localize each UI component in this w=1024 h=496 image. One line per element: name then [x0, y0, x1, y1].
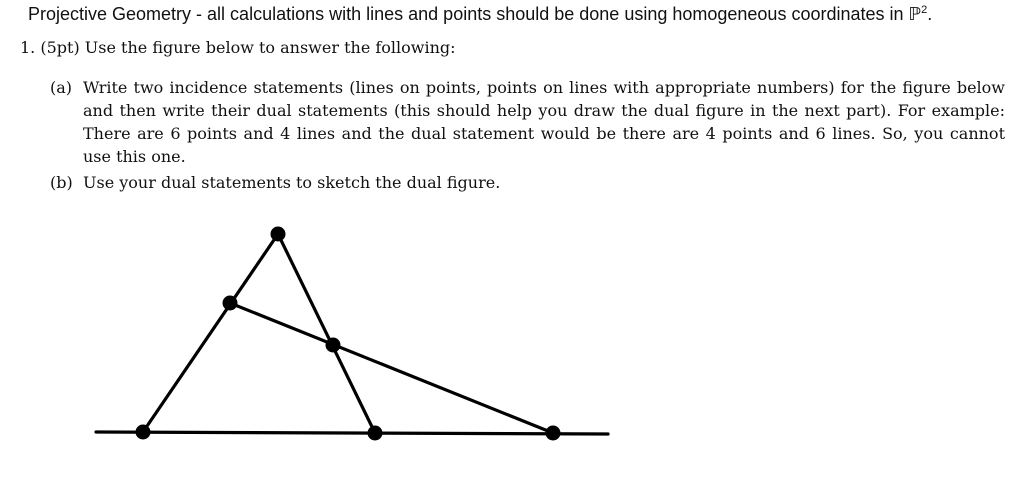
- transversal-line: [230, 303, 553, 433]
- part-a-text: Write two incidence statements (lines on points, points on lines with appropriate numbers) for the figure below and then write their dual statements (this should help you draw the dual figure in the next part). For example: There are 6 points and 4 lines and the dual statement would be there are 4 points and 6 lines. So, you cannot use this one.: [83, 78, 1005, 166]
- point-base-right: [546, 426, 561, 441]
- point-apex: [271, 227, 286, 242]
- title-period: .: [927, 4, 933, 24]
- right-side-line: [278, 234, 375, 433]
- question-heading: 1. (5pt) Use the figure below to answer the following:: [20, 38, 456, 57]
- part-a-label: (a): [50, 78, 73, 97]
- left-side-line: [143, 234, 278, 432]
- point-base-left: [136, 425, 151, 440]
- part-b-text: Use your dual statements to sketch the dual figure.: [83, 173, 501, 192]
- part-b-label: (b): [50, 173, 73, 192]
- base-line: [96, 432, 608, 434]
- title-text: Projective Geometry - all calculations with lines and points should be done using homogeneous coordinates in ℙ: [28, 4, 922, 24]
- point-left-mid: [223, 296, 238, 311]
- title-superscript: 2: [921, 4, 928, 16]
- point-intersection: [326, 338, 341, 353]
- point-base-middle: [368, 426, 383, 441]
